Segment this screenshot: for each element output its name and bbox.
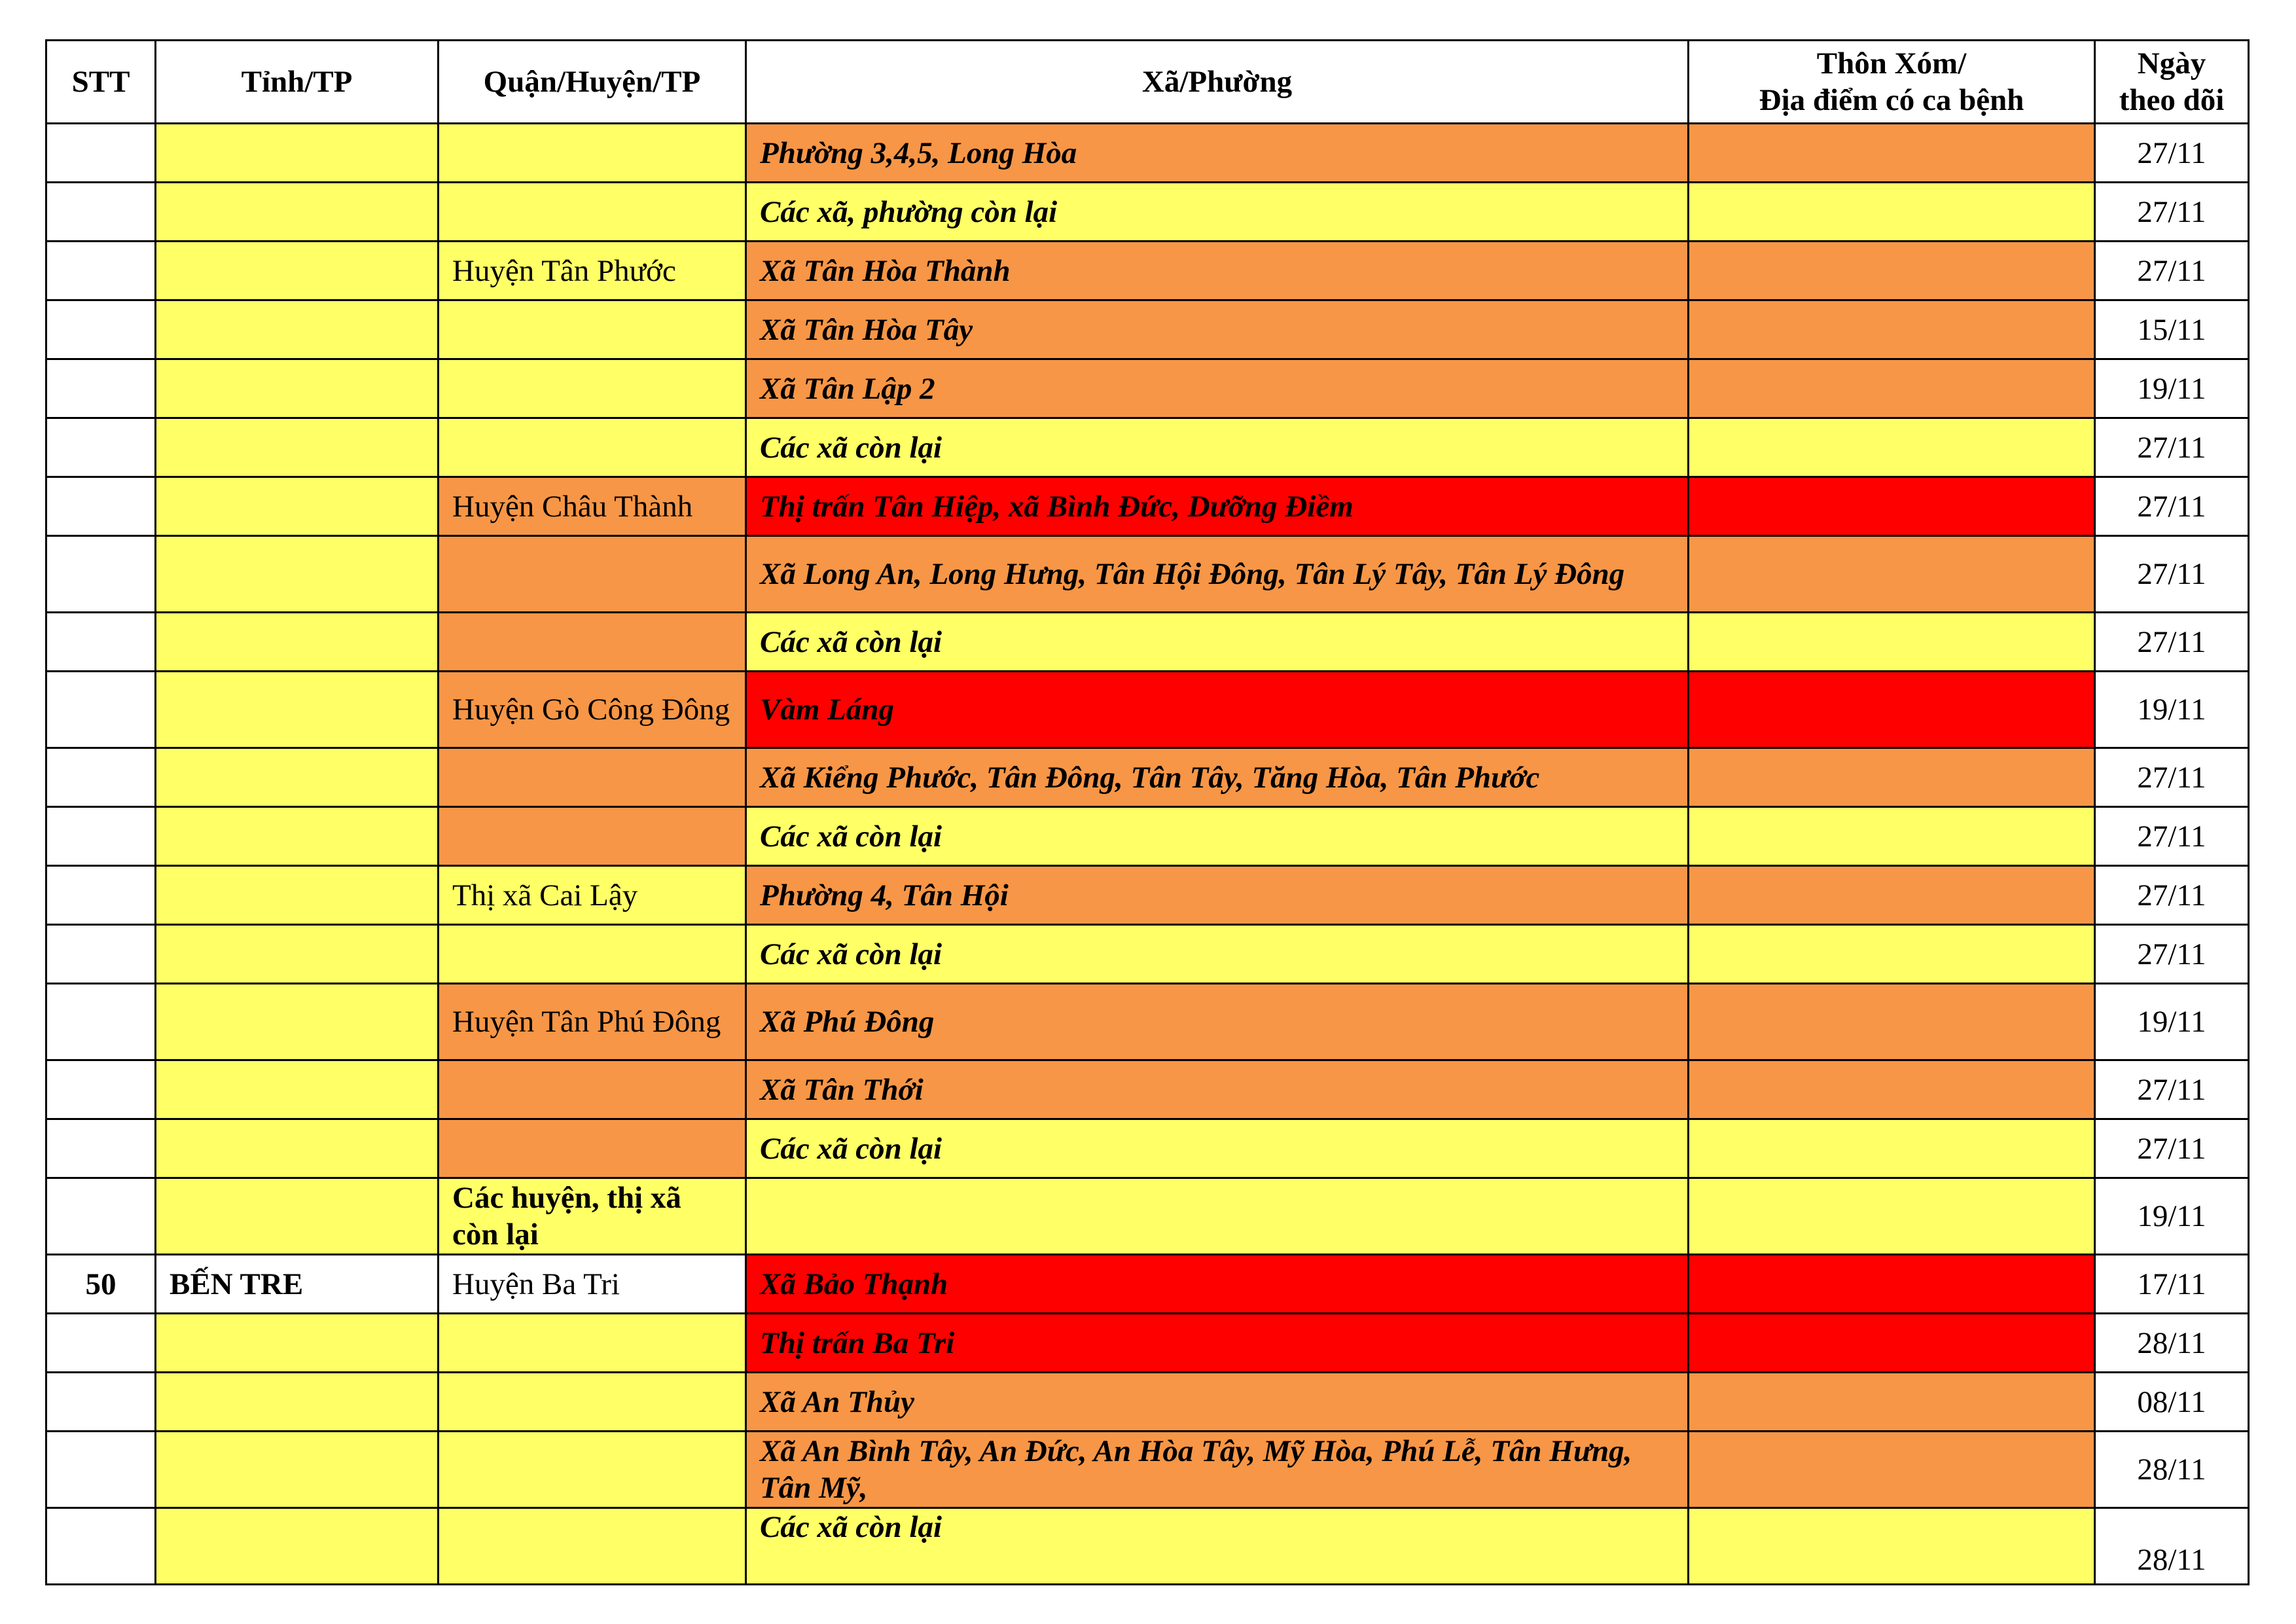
cell-stt — [46, 477, 156, 536]
table-row — [46, 1255, 2249, 1314]
cell-date: 27/11 — [2095, 536, 2249, 613]
cell-province — [156, 984, 439, 1060]
cell-hamlet — [1689, 1508, 2095, 1585]
cell-province — [156, 613, 439, 672]
cell-hamlet — [1689, 183, 2095, 242]
table-row — [46, 1508, 2249, 1585]
cell-province — [156, 418, 439, 477]
cell-date: 28/11 — [2095, 1508, 2249, 1585]
table-row — [46, 1060, 2249, 1119]
cell-stt — [46, 672, 156, 748]
cell-date: 27/11 — [2095, 866, 2249, 925]
cell-hamlet — [1689, 748, 2095, 807]
cell-stt: 50 — [46, 1255, 156, 1314]
cell-stt — [46, 1314, 156, 1373]
table-row — [46, 984, 2249, 1060]
cell-ward: Xã Tân Hòa Thành — [746, 242, 1689, 300]
cell-province — [156, 807, 439, 866]
cell-date: 27/11 — [2095, 613, 2249, 672]
cell-district: Thị xã Cai Lậy — [439, 866, 746, 925]
cell-ward: Xã Tân Thới — [746, 1060, 1689, 1119]
cell-hamlet — [1689, 536, 2095, 613]
cell-ward: Xã An Thủy — [746, 1373, 1689, 1432]
cell-date: 27/11 — [2095, 418, 2249, 477]
cell-province — [156, 1432, 439, 1508]
cell-province — [156, 124, 439, 183]
cell-ward: Phường 4, Tân Hội — [746, 866, 1689, 925]
cell-district — [439, 359, 746, 418]
cell-date: 17/11 — [2095, 1255, 2249, 1314]
cell-hamlet — [1689, 242, 2095, 300]
cell-province — [156, 866, 439, 925]
table-row — [46, 1314, 2249, 1373]
cell-district — [439, 748, 746, 807]
cell-province — [156, 536, 439, 613]
cell-stt — [46, 124, 156, 183]
cell-district — [439, 807, 746, 866]
cell-district — [439, 536, 746, 613]
cell-ward: Các xã còn lại — [746, 418, 1689, 477]
cell-province: BẾN TRE — [156, 1255, 439, 1314]
cell-ward: Thị trấn Tân Hiệp, xã Bình Đức, Dưỡng Điềm — [746, 477, 1689, 536]
cell-district — [439, 1060, 746, 1119]
cell-district: Các huyện, thị xã còn lại — [439, 1178, 746, 1255]
cell-hamlet — [1689, 359, 2095, 418]
cell-district: Huyện Tân Phú Đông — [439, 984, 746, 1060]
cell-district — [439, 300, 746, 359]
header-date-line1: Ngày — [2137, 46, 2206, 81]
cell-hamlet — [1689, 613, 2095, 672]
table-row — [46, 1119, 2249, 1178]
table-row — [46, 1373, 2249, 1432]
cell-province — [156, 1314, 439, 1373]
cell-ward: Xã Phú Đông — [746, 984, 1689, 1060]
cell-stt — [46, 1508, 156, 1585]
cell-stt — [46, 536, 156, 613]
cell-stt — [46, 1060, 156, 1119]
cell-stt — [46, 242, 156, 300]
cell-ward: Phường 3,4,5, Long Hòa — [746, 124, 1689, 183]
table-row — [46, 359, 2249, 418]
cell-province — [156, 748, 439, 807]
table-row — [46, 1178, 2249, 1255]
cell-date: 08/11 — [2095, 1373, 2249, 1432]
cell-date: 27/11 — [2095, 183, 2249, 242]
cell-date: 27/11 — [2095, 242, 2249, 300]
cell-province — [156, 1060, 439, 1119]
cell-hamlet — [1689, 672, 2095, 748]
table-row — [46, 807, 2249, 866]
cell-ward: Xã Long An, Long Hưng, Tân Hội Đông, Tân Lý Tây, Tân Lý Đông — [746, 536, 1689, 613]
cell-hamlet — [1689, 1432, 2095, 1508]
cell-ward: Xã Kiểng Phước, Tân Đông, Tân Tây, Tăng Hòa, Tân Phước — [746, 748, 1689, 807]
cell-date: 28/11 — [2095, 1432, 2249, 1508]
cell-hamlet — [1689, 300, 2095, 359]
cell-district — [439, 418, 746, 477]
cell-ward: Xã Bảo Thạnh — [746, 1255, 1689, 1314]
cell-province — [156, 477, 439, 536]
cell-date: 15/11 — [2095, 300, 2249, 359]
tracking-table — [45, 39, 2250, 1585]
cell-date: 28/11 — [2095, 1314, 2249, 1373]
table-row — [46, 477, 2249, 536]
cell-ward — [746, 1178, 1689, 1255]
header-row — [46, 41, 2249, 124]
cell-stt — [46, 1432, 156, 1508]
table-row — [46, 925, 2249, 984]
cell-stt — [46, 613, 156, 672]
cell-province — [156, 925, 439, 984]
cell-district — [439, 925, 746, 984]
cell-hamlet — [1689, 1178, 2095, 1255]
header-date — [2095, 41, 2249, 124]
cell-district — [439, 1119, 746, 1178]
header-date-line2: theo dõi — [2119, 83, 2225, 117]
table-row — [46, 242, 2249, 300]
table-row — [46, 748, 2249, 807]
cell-district: Huyện Châu Thành — [439, 477, 746, 536]
cell-province — [156, 1119, 439, 1178]
header-district: Quận/Huyện/TP — [439, 41, 746, 124]
cell-hamlet — [1689, 418, 2095, 477]
cell-stt — [46, 807, 156, 866]
cell-stt — [46, 300, 156, 359]
cell-province — [156, 359, 439, 418]
cell-hamlet — [1689, 1314, 2095, 1373]
cell-date: 19/11 — [2095, 984, 2249, 1060]
cell-stt — [46, 925, 156, 984]
cell-ward: Các xã còn lại — [746, 807, 1689, 866]
cell-ward: Các xã còn lại — [746, 925, 1689, 984]
cell-stt — [46, 183, 156, 242]
header-stt: STT — [46, 41, 156, 124]
cell-hamlet — [1689, 1255, 2095, 1314]
cell-ward: Xã An Bình Tây, An Đức, An Hòa Tây, Mỹ Hòa, Phú Lễ, Tân Hưng, Tân Mỹ, — [746, 1432, 1689, 1508]
cell-date: 27/11 — [2095, 1119, 2249, 1178]
cell-date: 27/11 — [2095, 124, 2249, 183]
table-row — [46, 300, 2249, 359]
cell-hamlet — [1689, 1060, 2095, 1119]
cell-date: 19/11 — [2095, 1178, 2249, 1255]
cell-hamlet — [1689, 866, 2095, 925]
header-hamlet — [1689, 41, 2095, 124]
header-ward: Xã/Phường — [746, 41, 1689, 124]
cell-hamlet — [1689, 477, 2095, 536]
table-row — [46, 672, 2249, 748]
cell-stt — [46, 1178, 156, 1255]
cell-province — [156, 1508, 439, 1585]
cell-stt — [46, 866, 156, 925]
cell-date: 27/11 — [2095, 1060, 2249, 1119]
header-province: Tỉnh/TP — [156, 41, 439, 124]
cell-district — [439, 1432, 746, 1508]
cell-stt — [46, 748, 156, 807]
cell-ward: Các xã còn lại — [746, 1508, 1689, 1585]
cell-district — [439, 1373, 746, 1432]
table-row — [46, 613, 2249, 672]
cell-hamlet — [1689, 1119, 2095, 1178]
cell-stt — [46, 984, 156, 1060]
table-row — [46, 124, 2249, 183]
table-row — [46, 866, 2249, 925]
cell-hamlet — [1689, 807, 2095, 866]
cell-province — [156, 183, 439, 242]
cell-district — [439, 183, 746, 242]
cell-province — [156, 300, 439, 359]
cell-stt — [46, 1119, 156, 1178]
cell-district — [439, 1508, 746, 1585]
table-row — [46, 418, 2249, 477]
cell-date: 27/11 — [2095, 925, 2249, 984]
header-hamlet-line1: Thôn Xóm/ — [1816, 46, 1967, 81]
cell-district: Huyện Tân Phước — [439, 242, 746, 300]
header-hamlet-line2: Địa điểm có ca bệnh — [1759, 83, 2024, 117]
cell-province — [156, 1178, 439, 1255]
cell-hamlet — [1689, 1373, 2095, 1432]
cell-hamlet — [1689, 984, 2095, 1060]
cell-province — [156, 1373, 439, 1432]
cell-stt — [46, 418, 156, 477]
cell-district — [439, 124, 746, 183]
table-row — [46, 1432, 2249, 1508]
cell-ward: Các xã, phường còn lại — [746, 183, 1689, 242]
cell-hamlet — [1689, 124, 2095, 183]
cell-date: 27/11 — [2095, 807, 2249, 866]
cell-date: 19/11 — [2095, 672, 2249, 748]
cell-district: Huyện Ba Tri — [439, 1255, 746, 1314]
cell-ward: Xã Tân Lập 2 — [746, 359, 1689, 418]
cell-date: 27/11 — [2095, 477, 2249, 536]
cell-date: 19/11 — [2095, 359, 2249, 418]
cell-date: 27/11 — [2095, 748, 2249, 807]
table-row — [46, 183, 2249, 242]
cell-hamlet — [1689, 925, 2095, 984]
cell-district — [439, 1314, 746, 1373]
cell-ward: Vàm Láng — [746, 672, 1689, 748]
cell-province — [156, 672, 439, 748]
cell-stt — [46, 359, 156, 418]
cell-ward: Các xã còn lại — [746, 613, 1689, 672]
cell-ward: Thị trấn Ba Tri — [746, 1314, 1689, 1373]
cell-stt — [46, 1373, 156, 1432]
cell-ward: Xã Tân Hòa Tây — [746, 300, 1689, 359]
cell-district — [439, 613, 746, 672]
cell-district: Huyện Gò Công Đông — [439, 672, 746, 748]
cell-ward: Các xã còn lại — [746, 1119, 1689, 1178]
table-row — [46, 536, 2249, 613]
cell-province — [156, 242, 439, 300]
